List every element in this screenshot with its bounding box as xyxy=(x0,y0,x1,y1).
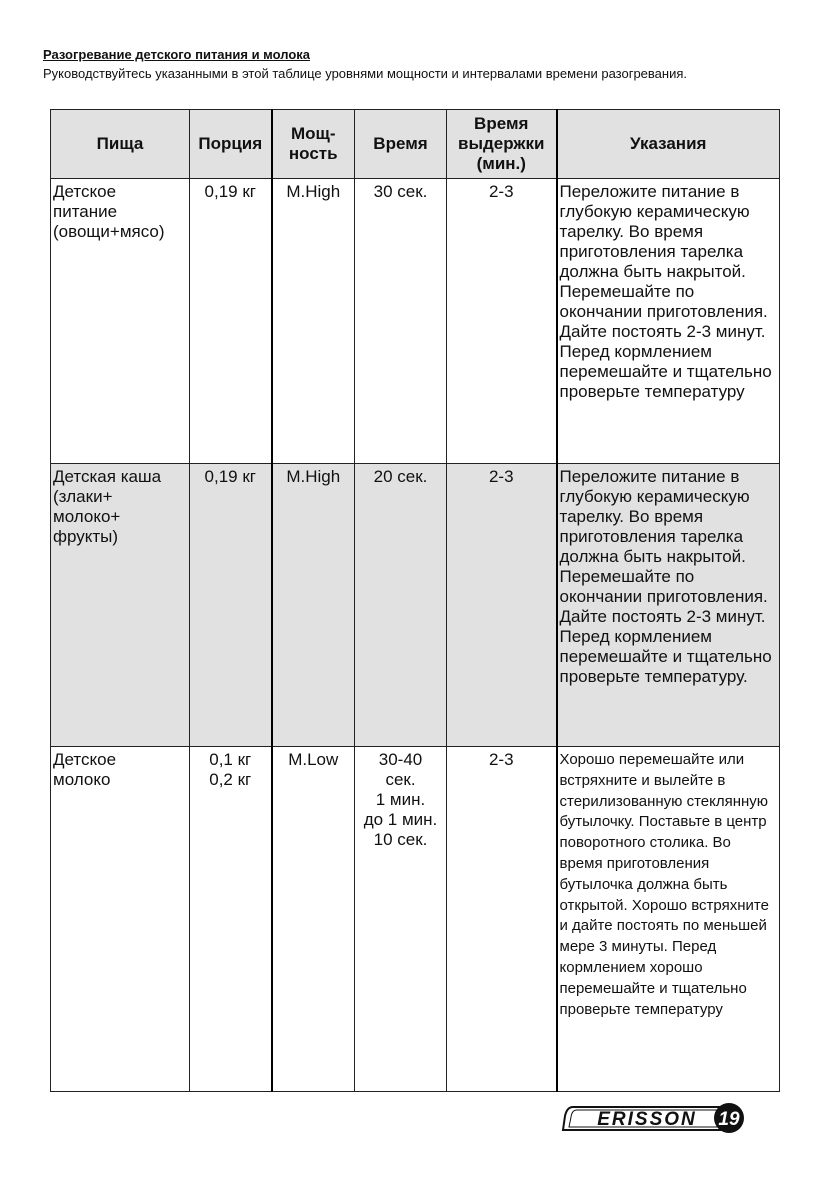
cell-time: 20 сек. xyxy=(355,464,447,747)
cell-standing-time: 2-3 xyxy=(447,747,557,1092)
cell-power: M.Low xyxy=(272,747,355,1092)
cell-food: Детское молоко xyxy=(51,747,190,1092)
cell-notes: Переложите питание в глубокую керамическую тарелку. Во время приготовления тарелка должна быть накрытой. Перемешайте по окончании приготовления. Дайте постоять 2-3 минут. Перед кормлением перемешайте и тщательно проверьте температуру xyxy=(557,179,780,464)
header-time: Время xyxy=(355,110,447,179)
cell-portion: 0,19 кг xyxy=(190,179,272,464)
cell-standing-time: 2-3 xyxy=(447,464,557,747)
cell-power: M.High xyxy=(272,179,355,464)
heating-table xyxy=(50,109,780,1092)
section-heading: Разогревание детского питания и молока xyxy=(43,47,311,62)
cell-portion: 0,19 кг xyxy=(190,464,272,747)
page-number: 19 xyxy=(718,1109,740,1130)
brand-logo-text: ERISSON xyxy=(597,1109,697,1130)
header-food: Пища xyxy=(51,110,190,179)
header-power: Мощ- ность xyxy=(272,110,355,179)
cell-notes: Хорошо перемешайте или встряхните и вылейте в стерилизованную стеклянную бутылочку. Поставьте в центр поворотного столика. Во время приготовления бутылочка должна быть открытой. Хорошо встряхните и дайте постоять по меньшей мере 3 минуты. Перед кормлением хорошо перемешайте и тщательно проверьте температуру xyxy=(557,747,780,1092)
intro-text: Руководствуйтесь указанными в этой таблице уровнями мощности и интервалами времени разогревания. xyxy=(43,66,687,81)
table-row xyxy=(51,747,780,1092)
cell-time: 30 сек. xyxy=(355,179,447,464)
cell-notes: Переложите питание в глубокую керамическую тарелку. Во время приготовления тарелка должна быть накрытой. Перемешайте по окончании приготовления. Дайте постоять 2-3 минут. Перед кормлением перемешайте и тщательно проверьте температуру. xyxy=(557,464,780,747)
brand-footer xyxy=(559,1102,745,1133)
table-row xyxy=(51,179,780,464)
table-row xyxy=(51,464,780,747)
cell-food: Детское питание (овощи+мясо) xyxy=(51,179,190,464)
cell-standing-time: 2-3 xyxy=(447,179,557,464)
cell-power: M.High xyxy=(272,464,355,747)
cell-food: Детская каша (злаки+ молоко+ фрукты) xyxy=(51,464,190,747)
cell-portion: 0,1 кг 0,2 кг xyxy=(190,747,272,1092)
header-notes: Указания xyxy=(557,110,780,179)
header-portion: Порция xyxy=(190,110,272,179)
cell-time: 30-40 сек. 1 мин. до 1 мин. 10 сек. xyxy=(355,747,447,1092)
header-standing-time: Время выдержки (мин.) xyxy=(447,110,557,179)
table-header-row xyxy=(51,110,780,179)
